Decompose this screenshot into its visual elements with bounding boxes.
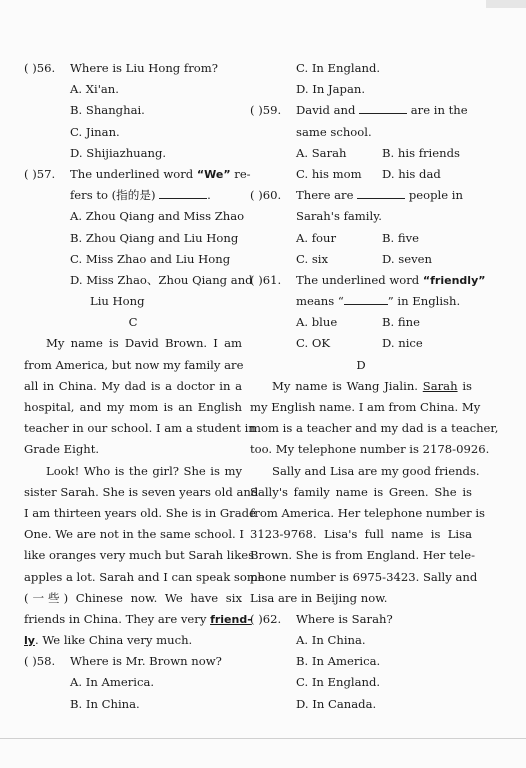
question-text: Sarah's family. (296, 209, 382, 224)
option-b[interactable]: B. fine (382, 315, 420, 330)
passage-line: Look! Who is the girl? She is my (46, 463, 242, 478)
options-row (250, 312, 472, 333)
option-d[interactable]: D. In Canada. (296, 696, 377, 711)
option-d[interactable]: D. In Japan. (296, 82, 366, 97)
option-a[interactable]: A. Zhou Qiang and Miss Zhao (70, 209, 245, 224)
option-a[interactable]: A. blue (296, 315, 338, 330)
passage-line (24, 609, 252, 630)
question-text: There are (296, 188, 358, 203)
passage-text: My name is Wang Jialin. (272, 378, 423, 393)
passage-line (250, 376, 472, 397)
question-text: re- (230, 166, 251, 181)
answer-blank[interactable] (357, 186, 405, 199)
option-c[interactable]: C. Miss Zhao and Liu Hong (70, 251, 231, 266)
question-number: ( )59. (250, 103, 282, 118)
question-57 (24, 164, 251, 185)
option-d[interactable]: D. nice (382, 336, 423, 351)
passage-line: Sally and Lisa are my good friends. (272, 463, 480, 478)
option-d[interactable]: D. seven (382, 251, 432, 266)
options-row (250, 249, 472, 270)
passage-line: from America, but now my family are (24, 357, 244, 372)
passage-line: sister Sarah. She is seven years old and (24, 484, 259, 499)
question-60 (250, 185, 472, 206)
page-corner-mark (486, 0, 526, 8)
passage-line: too. My telephone number is 2178-0926. (250, 442, 490, 457)
question-text: means “ (296, 294, 344, 309)
option-a[interactable]: A. In China. (296, 633, 366, 648)
option-d[interactable]: D. his dad (382, 166, 441, 181)
passage-text: . We like China very much. (34, 633, 193, 648)
passage-line: Grade Eight. (24, 442, 100, 457)
option-a[interactable]: A. Xi'an. (70, 82, 119, 97)
left-column (24, 58, 265, 715)
passage-line (24, 630, 242, 651)
passage-line: all in China. My dad is a doctor in a (24, 378, 242, 393)
option-c[interactable]: C. In England. (296, 61, 381, 75)
question-57-line2 (24, 185, 242, 206)
answer-blank[interactable] (359, 101, 407, 114)
page-bottom-rule (0, 738, 526, 739)
options-row (250, 228, 472, 249)
passage-line: phone number is 6975-3423. Sally and (250, 569, 478, 584)
passage-line: (一些) Chinese now. We have six (24, 590, 242, 605)
question-59 (250, 100, 472, 121)
passage-line: my English name. I am from China. My (250, 400, 481, 414)
passage-line: My name is David Brown. I am (46, 336, 242, 351)
option-c[interactable]: C. his mom (296, 166, 362, 181)
quoted-word: “friendly” (422, 273, 486, 287)
answer-blank[interactable] (344, 292, 388, 305)
question-text: Where is Sarah? (296, 611, 393, 626)
section-heading-c: C (128, 315, 138, 330)
question-text: are in the (407, 103, 468, 118)
option-b[interactable]: B. Zhou Qiang and Liu Hong (70, 230, 239, 245)
quoted-word: “We” (196, 167, 231, 181)
option-c[interactable]: C. Jinan. (70, 124, 120, 139)
question-number: ( )58. (24, 654, 56, 669)
option-c[interactable]: C. In England. (296, 675, 381, 690)
option-a[interactable]: A. Sarah (296, 145, 347, 160)
option-b[interactable]: B. Shanghai. (70, 103, 145, 118)
option-d[interactable]: D. Miss Zhao、Zhou Qiang and (70, 272, 253, 287)
option-c[interactable]: C. six (296, 251, 329, 266)
options-row (250, 333, 472, 354)
question-text: ” in English. (387, 294, 461, 309)
question-58 (24, 651, 242, 672)
section-heading-d: D (356, 357, 366, 372)
question-text: The underlined word (296, 272, 423, 287)
right-column (250, 58, 499, 715)
question-text: David and (296, 103, 360, 118)
question-text: The underlined word (70, 166, 197, 181)
passage-line: hospital, and my mom is an English (24, 400, 242, 414)
passage-line: mom is a teacher and my dad is a teacher, (250, 421, 499, 436)
question-number: ( )62. (250, 611, 282, 626)
question-61-line2 (250, 291, 472, 312)
question-text: Where is Mr. Brown now? (70, 654, 222, 669)
question-number: ( )56. (24, 61, 56, 75)
passage-line: like oranges very much but Sarah likes (24, 548, 255, 563)
passage-line: 3123-9768. Lisa's full name is Lisa (250, 527, 472, 542)
answer-blank[interactable] (159, 186, 207, 199)
option-b[interactable]: B. five (382, 230, 420, 245)
passage-line: Sally's family name is Green. She is (250, 484, 472, 499)
question-number: ( )57. (24, 166, 56, 181)
question-text: . (207, 188, 211, 203)
passage-line: One. We are not in the same school. I (24, 527, 244, 542)
option-b[interactable]: B. In China. (70, 696, 140, 711)
options-row (250, 164, 472, 185)
option-b[interactable]: B. his friends (382, 145, 460, 160)
underlined-word: ly (24, 634, 35, 648)
question-62 (250, 609, 472, 630)
option-d[interactable]: D. Shijiazhuang. (70, 145, 167, 160)
passage-line: teacher in our school. I am a student in (24, 421, 256, 436)
question-61 (250, 270, 486, 291)
question-text: fers to (指的是) (70, 188, 160, 203)
question-text: people in (405, 188, 463, 203)
passage-text: is (457, 378, 472, 393)
question-number: ( )61. (250, 272, 282, 287)
passage-line: I am thirteen years old. She is in Grade (24, 505, 256, 520)
question-56 (24, 58, 242, 79)
option-c[interactable]: C. OK (296, 336, 330, 351)
question-text: Where is Liu Hong from? (70, 61, 218, 75)
passage-line: from America. Her telephone number is (250, 505, 486, 520)
passage-line: Brown. She is from England. Her tele- (250, 548, 476, 563)
passage-line: apples a lot. Sarah and I can speak some (24, 569, 265, 584)
passage-text: friends in China. They are very (24, 611, 211, 626)
option-b[interactable]: B. In America. (296, 654, 381, 669)
option-d-continued: Liu Hong (90, 294, 145, 309)
options-row (250, 143, 472, 164)
underlined-word: Sarah (422, 378, 458, 393)
option-a[interactable]: A. In America. (70, 675, 155, 690)
option-a[interactable]: A. four (296, 230, 337, 245)
underlined-word: friend- (210, 612, 252, 626)
question-text: same school. (296, 124, 372, 139)
passage-line: Lisa are in Beijing now. (250, 590, 388, 605)
question-number: ( )60. (250, 188, 282, 203)
